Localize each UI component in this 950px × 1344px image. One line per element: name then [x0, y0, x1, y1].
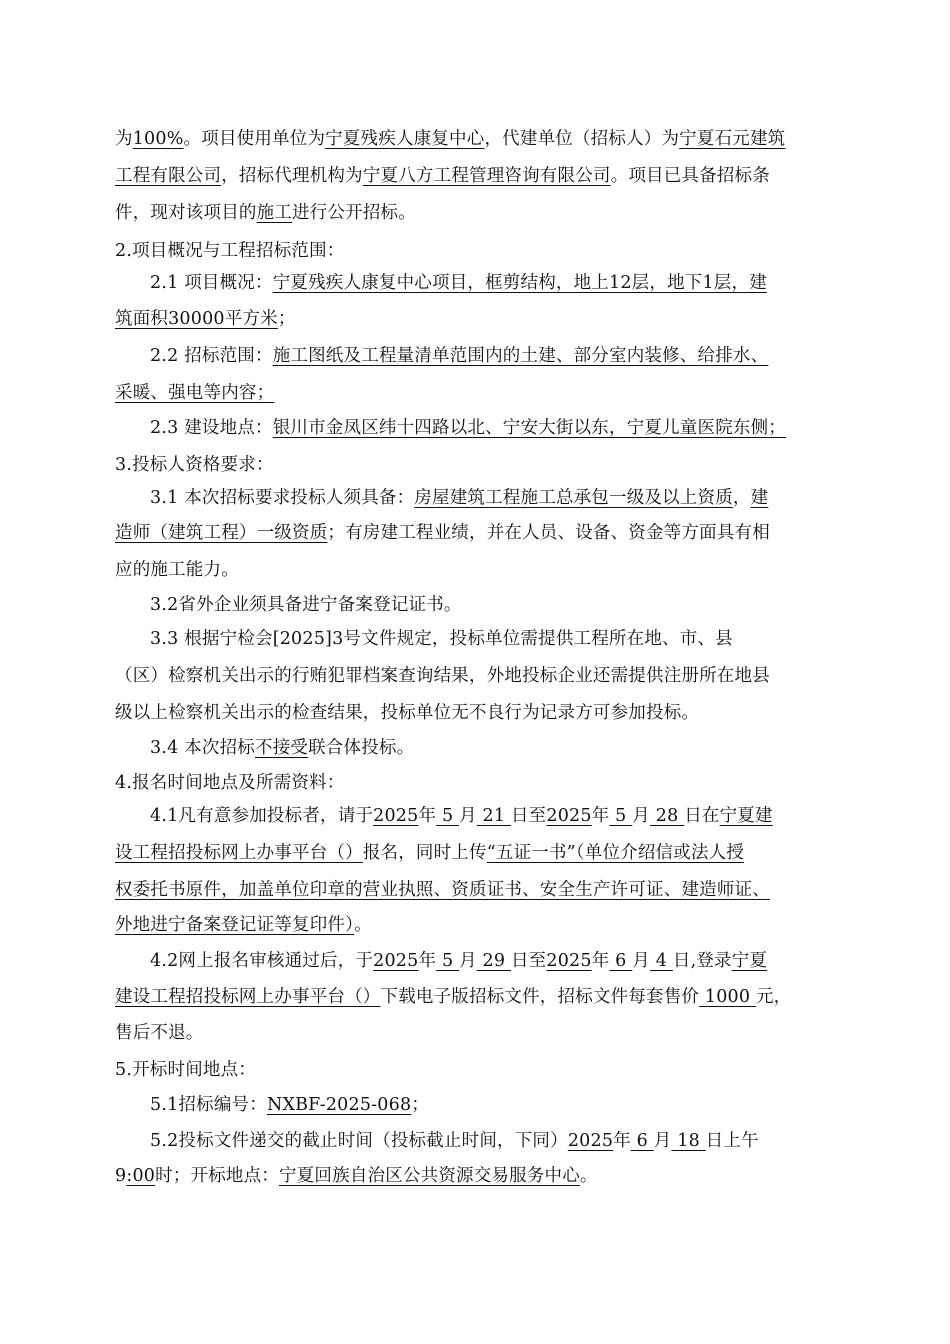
- underlined-text: 2025: [567, 1131, 614, 1151]
- text-line: [150, 270, 880, 296]
- text-segment: 元，: [755, 987, 792, 1007]
- text-segment: 日至: [510, 806, 547, 826]
- text-line: [150, 735, 880, 761]
- text-line: [115, 200, 845, 226]
- text-segment: ；: [277, 309, 296, 329]
- underlined-text: 宁夏残疾人康复中心项目，框剪结构，地上12层，地下1层，建: [272, 273, 767, 293]
- underlined-text: 采暖、强电等内容；: [115, 383, 275, 403]
- text-segment: 下载电子版招标文件，招标文件每套售价: [380, 987, 700, 1007]
- text-line: [150, 948, 880, 974]
- text-segment: 。: [579, 1166, 598, 1186]
- text-segment: 2.2 招标范围：: [150, 346, 273, 366]
- underlined-text: 不接受: [255, 738, 309, 758]
- text-segment: 月: [632, 951, 650, 971]
- underlined-text: NXBF-2025-068: [266, 1095, 412, 1115]
- underlined-text: 宁夏: [731, 951, 768, 971]
- underlined-text: 4: [650, 951, 673, 971]
- text-line: [150, 415, 880, 441]
- text-segment: 件，现对该项目的: [115, 203, 257, 223]
- text-segment: 5.1招标编号：: [150, 1095, 267, 1115]
- text-line: [150, 803, 880, 829]
- underlined-text: 5: [609, 806, 633, 826]
- text-segment: 日上午: [705, 1131, 759, 1151]
- text-segment: 2.1 项目概况：: [150, 273, 273, 293]
- text-line: [150, 592, 880, 618]
- text-segment: 时；开标地点：: [155, 1166, 280, 1186]
- text-line: [115, 663, 845, 689]
- text-segment: ；: [411, 1095, 429, 1115]
- underlined-text: 施工图纸及工程量清单范围内的土建、部分室内装修、给排水、: [272, 346, 769, 366]
- text-segment: ，代建单位（招标人）为: [484, 129, 680, 149]
- text-line: [115, 1020, 845, 1046]
- text-line: [115, 306, 845, 332]
- text-line: [115, 452, 845, 478]
- text-segment: 年: [418, 806, 437, 826]
- text-line: [150, 1128, 880, 1154]
- text-segment: 年: [591, 806, 610, 826]
- underlined-text: 6: [630, 1131, 654, 1151]
- text-line: [150, 485, 880, 511]
- underlined-text: 2025: [373, 806, 419, 826]
- text-line: [115, 163, 845, 189]
- underlined-text: 权委托书原件，加盖单位印章的营业执照、资质证书、安全生产许可证、建造师证、: [115, 880, 770, 900]
- text-line: [115, 126, 845, 152]
- text-segment: 月: [632, 806, 650, 826]
- underlined-text: 宁夏建: [719, 806, 773, 826]
- text-segment: 年: [591, 951, 610, 971]
- text-segment: 2.3 建设地点：: [150, 418, 273, 438]
- text-line: [150, 1092, 880, 1118]
- underlined-text: 宁夏回族自治区公共资源交易服务中心: [279, 1166, 580, 1186]
- underlined-text: 银川市金凤区纬十四路以北、宁安大街以东，宁夏儿童医院东侧；: [272, 418, 787, 438]
- text-segment: 3.4 本次招标: [150, 738, 255, 758]
- text-segment: 月: [459, 806, 477, 826]
- underlined-text: 1000: [699, 987, 756, 1007]
- text-segment: ；有房建工程业绩，并在人员、设备、资金等方面具有相: [327, 523, 770, 543]
- underlined-text: 18: [671, 1131, 706, 1151]
- text-segment: 应的施工能力。: [115, 560, 239, 580]
- text-line: [115, 700, 845, 726]
- text-segment: 4.报名时间地点及所需资料：: [115, 773, 345, 793]
- text-segment: 联合体投标。: [308, 738, 415, 758]
- text-line: [115, 984, 845, 1010]
- underlined-text: 宁夏石元建筑: [679, 129, 786, 149]
- underlined-text: 5: [436, 951, 460, 971]
- text-segment: 年: [418, 951, 437, 971]
- underlined-text: 设工程招投标网上办事平台（）: [115, 843, 363, 863]
- underlined-text: 28: [650, 806, 685, 826]
- text-line: [150, 343, 880, 369]
- text-line: [115, 877, 845, 903]
- text-line: [115, 1163, 845, 1189]
- underlined-text: 宁夏八方工程管理咨询有限公司: [362, 166, 611, 186]
- underlined-text: 2025: [546, 806, 592, 826]
- text-segment: 5.开标时间地点：: [115, 1060, 256, 1080]
- underlined-text: 6: [609, 951, 633, 971]
- underlined-text: 29: [476, 951, 511, 971]
- text-segment: 3.投标人资格要求：: [115, 455, 274, 475]
- text-segment: 。项目使用单位为: [183, 129, 326, 149]
- text-segment: 4.2网上报名审核通过后，于: [150, 951, 374, 971]
- underlined-text: 外地进宁备案登记证等复印件）: [115, 915, 355, 935]
- underlined-text: 100%: [132, 129, 184, 149]
- underlined-text: 21: [476, 806, 511, 826]
- text-segment: ，招标代理机构为: [221, 166, 363, 186]
- text-segment: ，: [732, 488, 751, 508]
- text-segment: 3.1 本次招标要求投标人须具备：: [150, 488, 415, 508]
- text-line: [115, 238, 845, 264]
- text-segment: 年: [613, 1131, 631, 1151]
- underlined-text: :00: [126, 1166, 156, 1186]
- underlined-text: 建: [750, 488, 769, 508]
- underlined-text: 房屋建筑工程施工总承包一级及以上资质: [414, 488, 733, 508]
- underlined-text: 工程有限公司: [115, 166, 222, 186]
- text-segment: 日在: [684, 806, 720, 826]
- text-segment: 为: [115, 129, 133, 149]
- text-segment: 日至: [510, 951, 547, 971]
- text-line: [115, 520, 845, 546]
- text-segment: 。: [354, 915, 372, 935]
- text-line: [115, 557, 845, 583]
- text-line: [115, 912, 845, 938]
- text-segment: 级以上检察机关出示的检查结果，投标单位无不良行为记录方可参加投标。: [115, 703, 700, 723]
- text-segment: 9: [115, 1166, 127, 1186]
- underlined-text: 2025: [373, 951, 419, 971]
- text-line: [115, 840, 845, 866]
- text-segment: 报名，同时上传: [362, 843, 487, 863]
- text-segment: 2.项目概况与工程招标范围：: [115, 241, 345, 261]
- underlined-text: 5: [436, 806, 460, 826]
- underlined-text: 建设工程招投标网上办事平台（）: [115, 987, 381, 1007]
- text-segment: 4.1凡有意参加投标者，请于: [150, 806, 374, 826]
- text-segment: 日,登录: [672, 951, 732, 971]
- text-segment: 5.2投标文件递交的截止时间（投标截止时间，下同）: [150, 1131, 568, 1151]
- text-segment: 。项目已具备招标条: [610, 166, 770, 186]
- underlined-text: 2025: [546, 951, 592, 971]
- text-segment: 3.2省外企业须具备进宁备案登记证书。: [150, 595, 462, 615]
- text-segment: 月: [653, 1131, 672, 1151]
- text-segment: 售后不退。: [115, 1023, 204, 1043]
- text-segment: （区）检察机关出示的行贿犯罪档案查询结果，外地投标企业还需提供注册所在地县: [115, 666, 770, 686]
- underlined-text: 宁夏残疾人康复中心: [325, 129, 485, 149]
- text-line: [115, 1057, 845, 1083]
- underlined-text: 施工: [256, 203, 293, 223]
- underlined-text: 筑面积30000平方米: [115, 309, 278, 329]
- text-segment: 进行公开招标。: [292, 203, 416, 223]
- underlined-text: 造师（建筑工程）一级资质: [115, 523, 328, 543]
- text-line: [115, 380, 845, 406]
- text-line: [115, 770, 845, 796]
- text-line: [150, 626, 880, 652]
- text-segment: 月: [459, 951, 477, 971]
- underlined-text: “五证一书”（单位介绍信或法人授: [486, 843, 745, 863]
- text-segment: 3.3 根据宁检会[2025]3号文件规定，投标单位需提供工程所在地、市、县: [150, 629, 733, 649]
